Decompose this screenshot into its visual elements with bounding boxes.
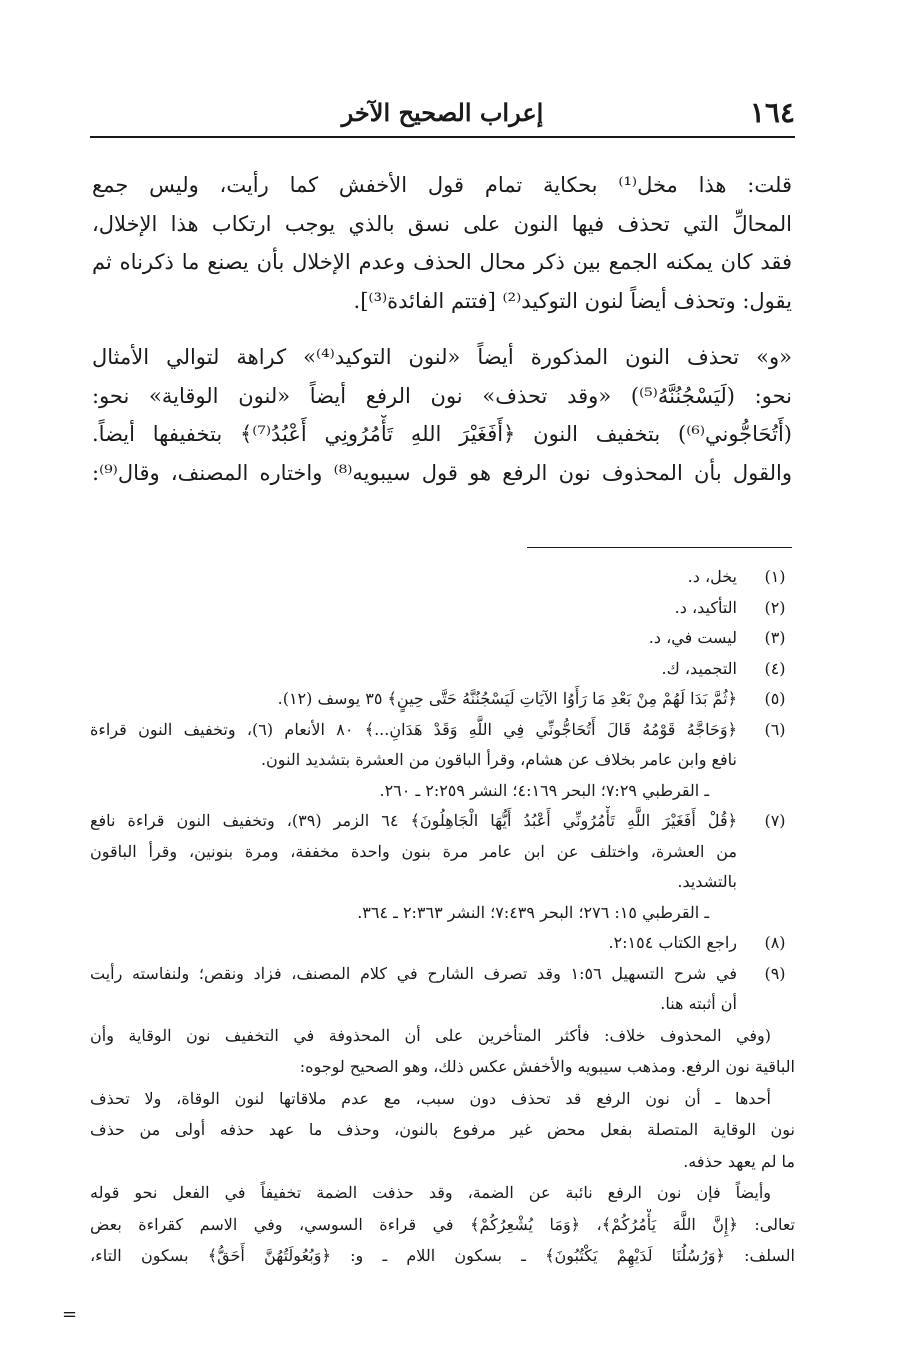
footnote [90,959,795,1020]
running-title: إعراب الصحيح الآخر [341,98,544,127]
footnote-line: في شرح التسهيل ١:٥٦ وقد تصرف الشارح في كلام المصنف، فزاد ونقص؛ ولنفاسته رأيت [90,963,737,983]
page-header [90,96,795,136]
text-line: «و» تحذف النون المذكورة أيضاً «لنون التوكيد⁽⁴⁾» كراهة لتوالي الأمثال [92,345,792,369]
footnote-line: التأكيد، د. [674,597,737,617]
footnote-line: نافع وابن عامر بخلاف عن هشام، وقرأ الباقون من العشرة بتشديد النون. [260,750,737,769]
footnote-number: (٦) [764,719,786,739]
footnote-continuation [90,1020,795,1272]
continuation-mark: = [62,1304,78,1325]
footnote [90,928,795,959]
text-line: والقول بأن المحذوف نون الرفع هو قول سيبويه⁽⁸⁾ واختاره المصنف، وقال⁽⁹⁾: [92,460,792,485]
footnote-number: (١) [764,567,786,586]
footnote [90,562,795,593]
footnote-line: وأيضاً فإن نون الرفع نائبة عن الضمة، وقد حذفت الضمة تخفيفاً في الفعل نحو قوله [90,1183,771,1202]
footnotes [90,562,795,1272]
text-line: نحو: (لَيَسْجُنُنَّهُ⁽⁵⁾) «وقد تحذف» نون الرفع أيضاً «لنون الوقاية» نحو: [92,383,792,408]
text-line: فقد كان يمكنه الجمع بين ذكر محال الحذف وعدم الإخلال بأن يصنع ما ذكرناه ثم [92,250,792,274]
paragraph-2 [92,338,792,492]
footnote [90,715,795,807]
footnote-number: (٣) [764,628,786,647]
footnote-line: ﴿وَحَاجَّهُ قَوْمُهُ قَالَ أَتُحَاجُّونِّي فِي اللَّهِ وَقَدْ هَدَانِ...﴾ ٨٠ الأنعام (٦)، وتخفيف النون قراءة [90,719,737,739]
footnote-number: (٨) [764,933,786,952]
footnote [90,623,795,654]
footnote-line: تعالى: ﴿إِنَّ اللَّهَ يَأْمُرُكُمْ﴾، ﴿وَمَا يُشْعِرُكُمْ﴾ في قراءة السوسي، وفي الاسم كقراءة بعض [90,1214,795,1234]
footnote [90,806,795,928]
footnote-line: نون الوقاية المتصلة بفعل محض غير مرفوع بالنون، وحذف ما عهد حذفه أولى من حذف [90,1120,795,1139]
footnote-line: ﴿قُلْ أَفَغَيْرَ اللَّهِ تَأْمُرُونِّي أَعْبُدُ أَيُّهَا الْجَاهِلُونَ﴾ ٦٤ الزمر (٣٩)، وتخفيف النون قراءة نافع [90,811,737,830]
footnote-line: (وفي المحذوف خلاف: فأكثر المتأخرين على أن المحذوفة في التخفيف نون الوقاية وأن [90,1025,771,1045]
page-number: ١٦٤ [749,96,795,129]
footnote-line: التجميد، ك. [661,658,737,678]
footnote [90,684,795,715]
text-line: قلت: هذا مخل⁽¹⁾ بحكاية تمام قول الأخفش كما رأيت، وليس جمع [92,173,792,197]
footnote-line: بالتشديد. [677,872,737,891]
header-rule [90,136,795,138]
footnote-number: (٧) [764,811,786,830]
footnote-line: أحدها ـ أن نون الرفع قد تحذف دون سبب، مع عدم ملاقاتها لنون الوقاة، ولا تحذف [90,1088,771,1108]
footnote-line: ـ القرطبي ١٥: ٢٧٦؛ البحر ٧:٤٣٩؛ النشر ٢:٣٦٣ ـ ٣٦٤. [357,902,709,922]
paragraph-1 [92,166,792,320]
footnote-line: السلف: ﴿وَرُسُلُنَا لَدَيْهِمْ يَكْتُبُونَ﴾ ـ بسكون اللام ـ و: ﴿وَبُعُولَتُهُنَّ أَحَقُّ﴾ بسكون التاء، [90,1246,795,1265]
footnote-line: ـ القرطبي ٧:٢٩؛ البحر ٤:١٦٩؛ النشر ٢:٢٥٩ ـ ٢٦٠. [379,780,709,800]
footnote-line: راجع الكتاب ٢:١٥٤. [608,933,737,952]
footnote-line: ليست في، د. [648,628,737,647]
footnote-number: (٩) [764,963,786,983]
footnote-number: (٢) [764,597,786,617]
text-line: يقول: وتحذف أيضاً لنون التوكيد⁽²⁾ [فتتم الفائدة⁽³⁾]. [353,288,792,313]
footnote-line: من العشرة، واختلف عن ابن عامر مرة بنون واحدة مخففة، ومرة بنونين، وقرأ الباقون [90,841,737,861]
footnote [90,654,795,685]
footnote-line: ما لم يعهد حذفه. [683,1151,795,1171]
footnote-line: أن أثبته هنا. [660,994,737,1013]
footnote-line: يخل، د. [687,567,737,586]
footnote-line: ﴿ثُمَّ بَدَا لَهُمْ مِنْ بَعْدِ مَا رَأَوُا الآيَاتِ لَيَسْجُنُنَّهُ حَتَّى حِينٍ﴾ ٣٥ يوسف (١٢). [277,689,737,708]
footnote [90,593,795,624]
footnote-number: (٤) [764,658,786,678]
footnote-separator [527,547,792,548]
text-line: (أَتُحَاجُّوني⁽⁶⁾) بتخفيف النون ﴿أَفَغَيْرَ اللهِ تَأْمُرُونِي أَعْبُدُ⁽⁷⁾﴾ بتخفيفها أيضاً. [92,422,792,446]
main-text [92,166,792,510]
footnote-line: الباقية نون الرفع. ومذهب سيبويه والأخفش عكس ذلك، وهو الصحيح لوجوه: [299,1057,795,1076]
text-line: المحالِّ التي تحذف فيها النون على نسق بالذي يوجب ارتكاب هذا الإخلال، [92,211,792,236]
footnote-number: (٥) [764,689,786,708]
